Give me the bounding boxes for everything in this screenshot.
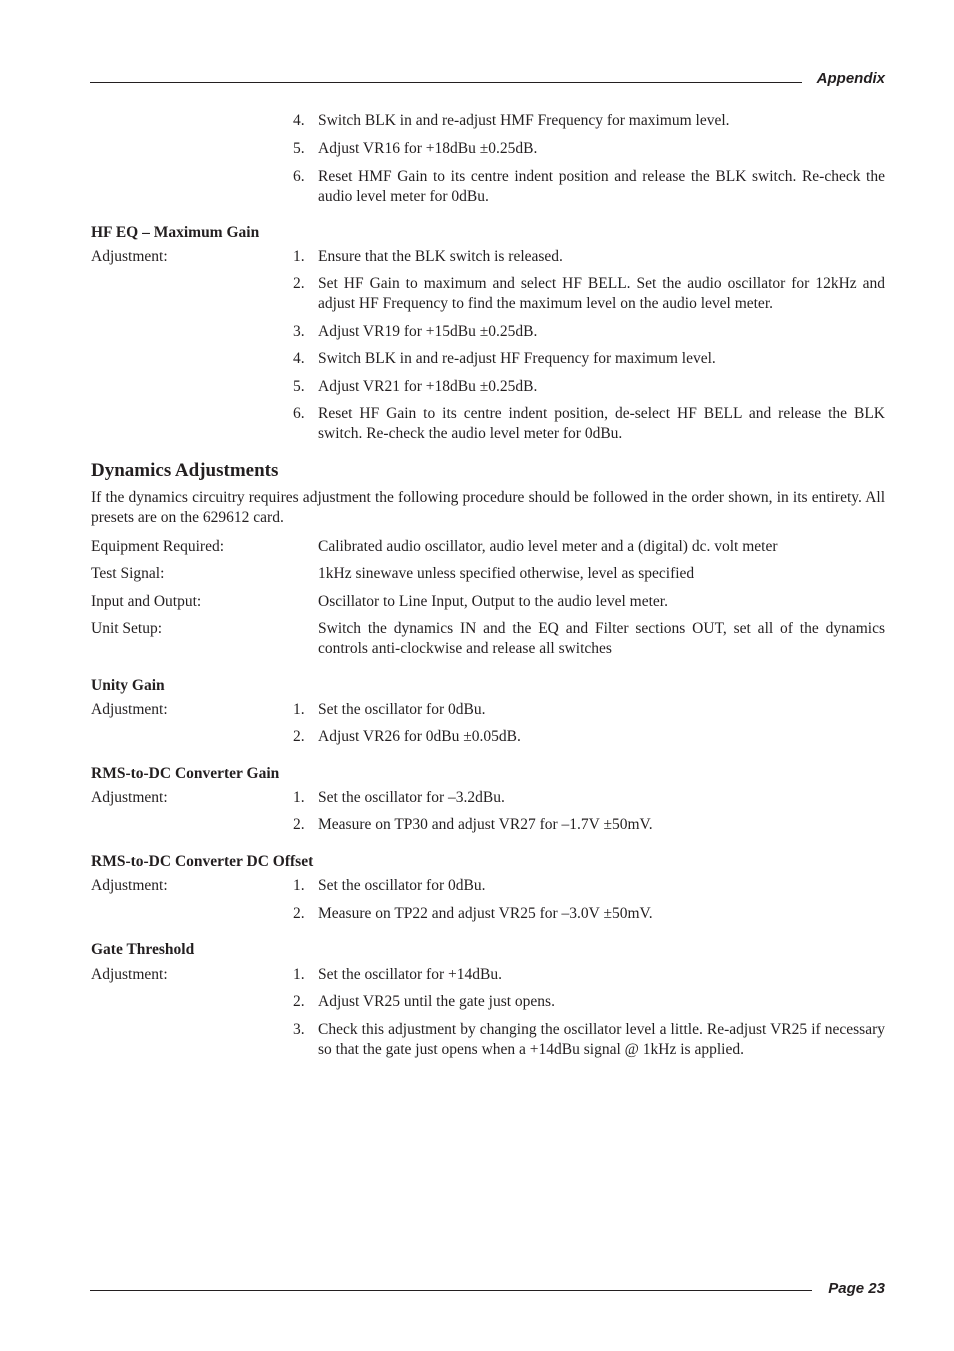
- adjustment-label: Adjustment:: [91, 877, 168, 894]
- list-item: 1. Set the oscillator for –3.2dBu.: [293, 789, 505, 806]
- equipment-label: Equipment Required:: [91, 538, 225, 555]
- list-item: 2. Measure on TP30 and adjust VR27 for –1.7V ±50mV.: [293, 816, 653, 833]
- subsection-heading: Gate Threshold: [91, 941, 195, 958]
- section-heading: Dynamics Adjustments: [91, 460, 279, 481]
- list-item: 1. Set the oscillator for 0dBu.: [293, 877, 486, 894]
- list-item: 3. Check this adjustment by changing the oscillator level a little. Re-adjust VR25 if necessary so that the gate just opens when a +14dBu signal @ 1kHz is applied.: [293, 1021, 885, 1058]
- list-item: 2. Adjust VR26 for 0dBu ±0.05dB.: [293, 728, 521, 745]
- header-rule: [90, 82, 802, 83]
- list-item: 6. Reset HF Gain to its centre indent position, de-select HF BELL and release the BLK switch. Re-check the audio level meter for 0dBu.: [293, 405, 885, 442]
- equipment-value: Calibrated audio oscillator, audio level meter and a (digital) dc. volt meter: [318, 538, 778, 555]
- list-item: 1. Set the oscillator for +14dBu.: [293, 966, 502, 983]
- list-item: 1. Ensure that the BLK switch is released.: [293, 248, 563, 265]
- test-signal-value: 1kHz sinewave unless specified otherwise, level as specified: [318, 565, 695, 582]
- list-item: 2. Set HF Gain to maximum and select HF BELL. Set the audio oscillator for 12kHz and adjust HF Frequency to find the maximum level on the audio level meter.: [293, 275, 885, 312]
- list-item: 5. Adjust VR16 for +18dBu ±0.25dB.: [293, 140, 538, 157]
- intro-paragraph: If the dynamics circuitry requires adjustment the following procedure should be followed in the order shown, in its entirety. All presets are on the 629612 card.: [91, 489, 885, 526]
- subsection-heading: HF EQ – Maximum Gain: [91, 224, 260, 241]
- list-item: 2. Measure on TP22 and adjust VR25 for –3.0V ±50mV.: [293, 905, 653, 922]
- subsection-heading: Unity Gain: [91, 677, 165, 694]
- running-header: Appendix: [816, 70, 885, 87]
- list-item: 6. Reset HMF Gain to its centre indent position and release the BLK switch. Re-check the audio level meter for 0dBu.: [293, 168, 885, 205]
- footer-rule: [90, 1290, 812, 1291]
- adjustment-label: Adjustment:: [91, 248, 168, 265]
- adjustment-label: Adjustment:: [91, 966, 168, 983]
- list-item: 4. Switch BLK in and re-adjust HMF Frequency for maximum level.: [293, 112, 730, 129]
- subsection-heading: RMS-to-DC Converter DC Offset: [91, 853, 314, 870]
- list-item: 3. Adjust VR19 for +15dBu ±0.25dB.: [293, 323, 538, 340]
- list-item: 2. Adjust VR25 until the gate just opens.: [293, 993, 555, 1010]
- unit-setup-label: Unit Setup:: [91, 620, 163, 637]
- unit-setup-value: Switch the dynamics IN and the EQ and Filter sections OUT, set all of the dynamics controls anti-clockwise and release all switches: [318, 620, 885, 657]
- subsection-heading: RMS-to-DC Converter Gain: [91, 765, 280, 782]
- list-item: 1. Set the oscillator for 0dBu.: [293, 701, 486, 718]
- adjustment-label: Adjustment:: [91, 701, 168, 718]
- adjustment-label: Adjustment:: [91, 789, 168, 806]
- page-number: Page 23: [828, 1280, 885, 1297]
- test-signal-label: Test Signal:: [91, 565, 165, 582]
- list-item: 5. Adjust VR21 for +18dBu ±0.25dB.: [293, 378, 538, 395]
- input-output-value: Oscillator to Line Input, Output to the audio level meter.: [318, 593, 668, 610]
- input-output-label: Input and Output:: [91, 593, 202, 610]
- list-item: 4. Switch BLK in and re-adjust HF Frequency for maximum level.: [293, 350, 716, 367]
